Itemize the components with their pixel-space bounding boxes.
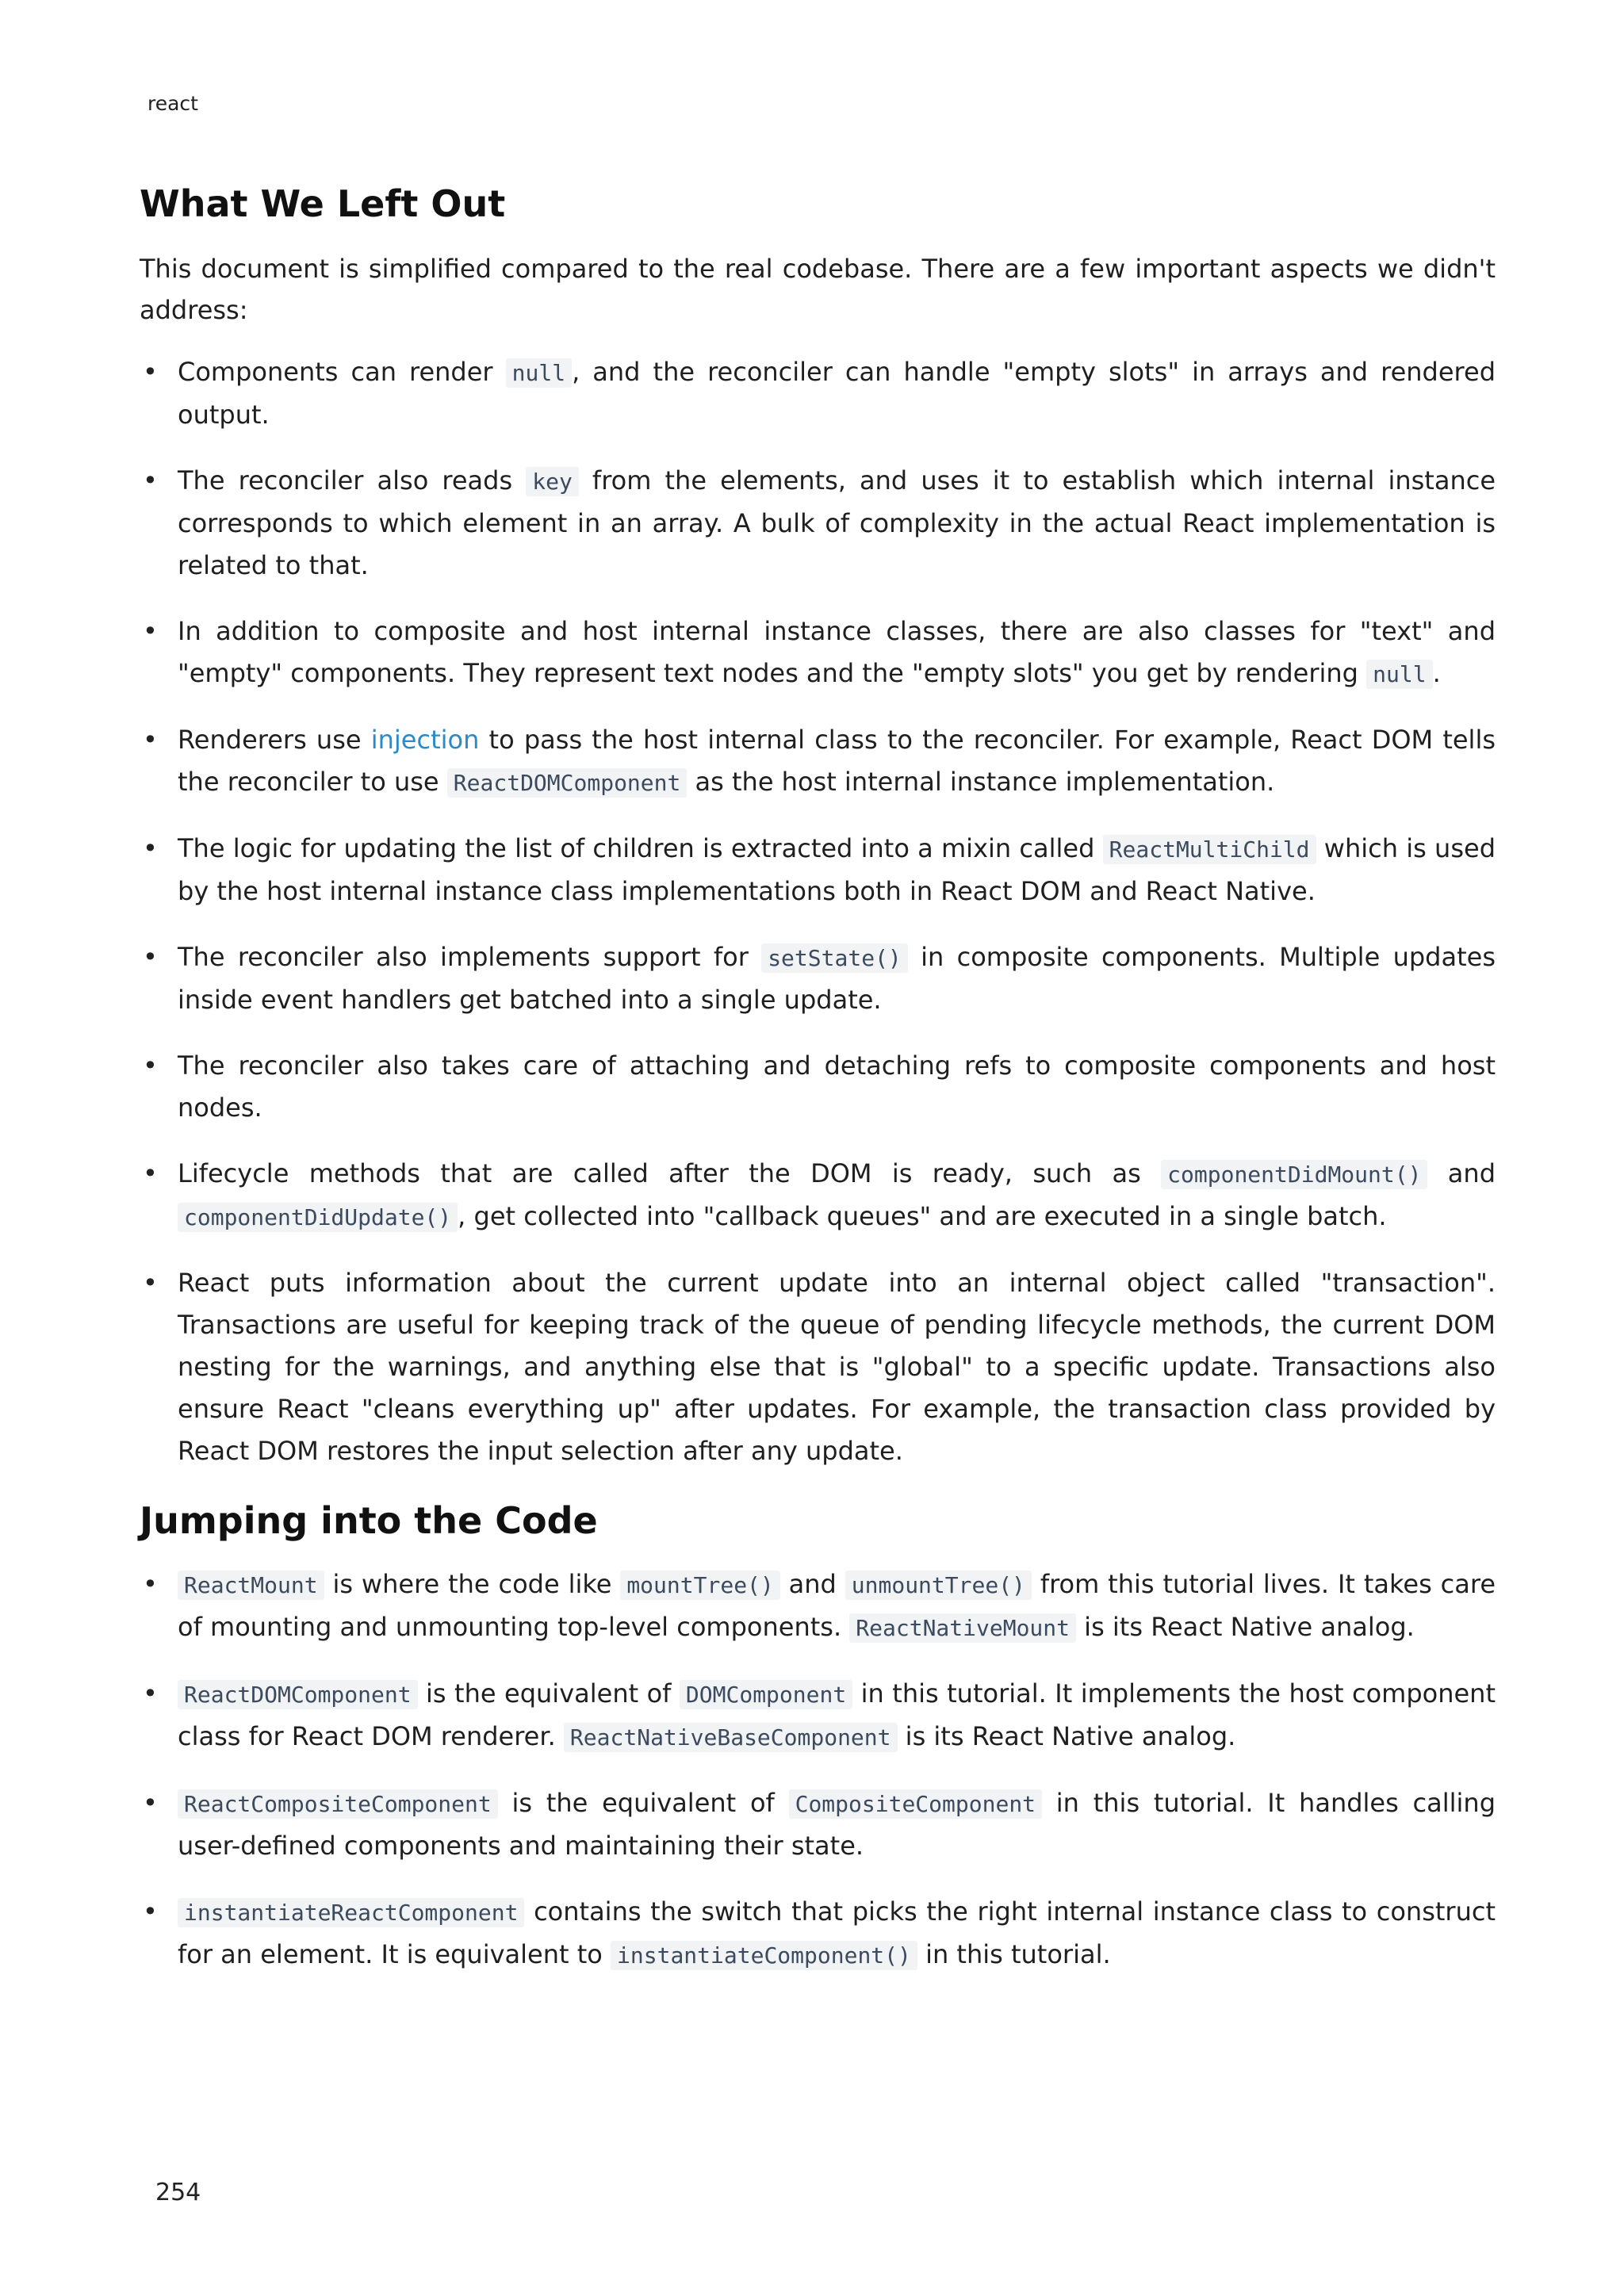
page-number: 254: [155, 2179, 201, 2206]
list-item: • ReactDOMComponent is the equivalent of DOMComponent in this tutorial. It implements the host component class for React DOM renderer. ReactNativeBaseComponent is its React Native analog.: [140, 1673, 1496, 1758]
inline-code: ReactNativeBaseComponent: [564, 1723, 898, 1752]
inline-code: ReactDOMComponent: [178, 1680, 418, 1709]
inline-code: componentDidUpdate(): [178, 1203, 458, 1232]
inline-code: ReactCompositeComponent: [178, 1789, 498, 1819]
inline-code: instantiateReactComponent: [178, 1898, 524, 1927]
inline-code: null: [506, 358, 572, 388]
intro-paragraph: This document is simplified compared to the real codebase. There are a few important aspects we didn't address:: [140, 254, 1496, 326]
list-item: • ReactMount is where the code like mountTree() and unmountTree() from this tutorial lives. It takes care of mounting and unmounting top-level components. ReactNativeMount is its React Native analog.: [140, 1563, 1496, 1649]
inline-code: key: [526, 467, 579, 496]
list-item: • The reconciler also takes care of attaching and detaching refs to composite components and host nodes.: [140, 1045, 1496, 1129]
list-item: • instantiateReactComponent contains the switch that picks the right internal instance class to construct for an element. It is equivalent to instantiateComponent() in this tutorial.: [140, 1891, 1496, 1976]
inline-code: CompositeComponent: [789, 1789, 1042, 1819]
list-item: • In addition to composite and host internal instance classes, there are also classes for "text" and "empty" components. They represent text nodes and the "empty slots" you get by rendering null .: [140, 610, 1496, 695]
inline-code: componentDidMount(): [1161, 1160, 1427, 1189]
injection-link[interactable]: injection: [370, 725, 480, 756]
inline-code: ReactDOMComponent: [447, 768, 688, 798]
code-pointers-list: [140, 1563, 1496, 1976]
inline-code: ReactMultiChild: [1103, 835, 1316, 864]
inline-code: unmountTree(): [845, 1571, 1032, 1600]
left-out-list: [140, 351, 1496, 1472]
list-item: • The reconciler also reads key from the elements, and uses it to establish which internal instance corresponds to which element in an array. A bulk of complexity in the actual React implementation is related to that.: [140, 460, 1496, 587]
inline-code: null: [1366, 660, 1432, 689]
section-heading-jumping-into-code: Jumping into the Code: [140, 1499, 598, 1543]
list-item: • Components can render null , and the reconciler can handle "empty slots" in arrays and rendered output.: [140, 351, 1496, 436]
inline-code: instantiateComponent(): [611, 1941, 917, 1970]
list-item: • React puts information about the current update into an internal object called "transaction". Transactions are useful for keeping track of the queue of pending lifecycle methods, the current DOM nesting for the warnings, and anything else that is "global" to a specific update. Transactions also ensure React "cleans everything up" after updates. For example, the transaction class provided by React DOM restores the input selection after any update.: [140, 1262, 1496, 1472]
list-item: • Renderers use injection to pass the host internal class to the reconciler. For example, React DOM tells the reconciler to use ReactDOMComponent as the host internal instance implementation.: [140, 719, 1496, 804]
inline-code: ReactMount: [178, 1571, 324, 1600]
list-item: • ReactCompositeComponent is the equivalent of CompositeComponent in this tutorial. It handles calling user-defined components and maintaining their state.: [140, 1782, 1496, 1867]
list-item: • Lifecycle methods that are called after the DOM is ready, such as componentDidMount() and componentDidUpdate() , get collected into "callback queues" and are executed in a single batch.: [140, 1153, 1496, 1238]
inline-code: ReactNativeMount: [849, 1613, 1076, 1643]
inline-code: setState(): [761, 943, 908, 973]
running-title: react: [147, 92, 198, 115]
page-content: [140, 182, 1496, 2000]
inline-code: DOMComponent: [680, 1680, 852, 1709]
section-heading-what-we-left-out: What We Left Out: [140, 182, 506, 225]
inline-code: mountTree(): [620, 1571, 779, 1600]
list-item: • The logic for updating the list of children is extracted into a mixin called ReactMultiChild which is used by the host internal instance class implementations both in React DOM and React Native.: [140, 828, 1496, 913]
list-item: • The reconciler also implements support for setState() in composite components. Multiple updates inside event handlers get batched into a single update.: [140, 936, 1496, 1021]
